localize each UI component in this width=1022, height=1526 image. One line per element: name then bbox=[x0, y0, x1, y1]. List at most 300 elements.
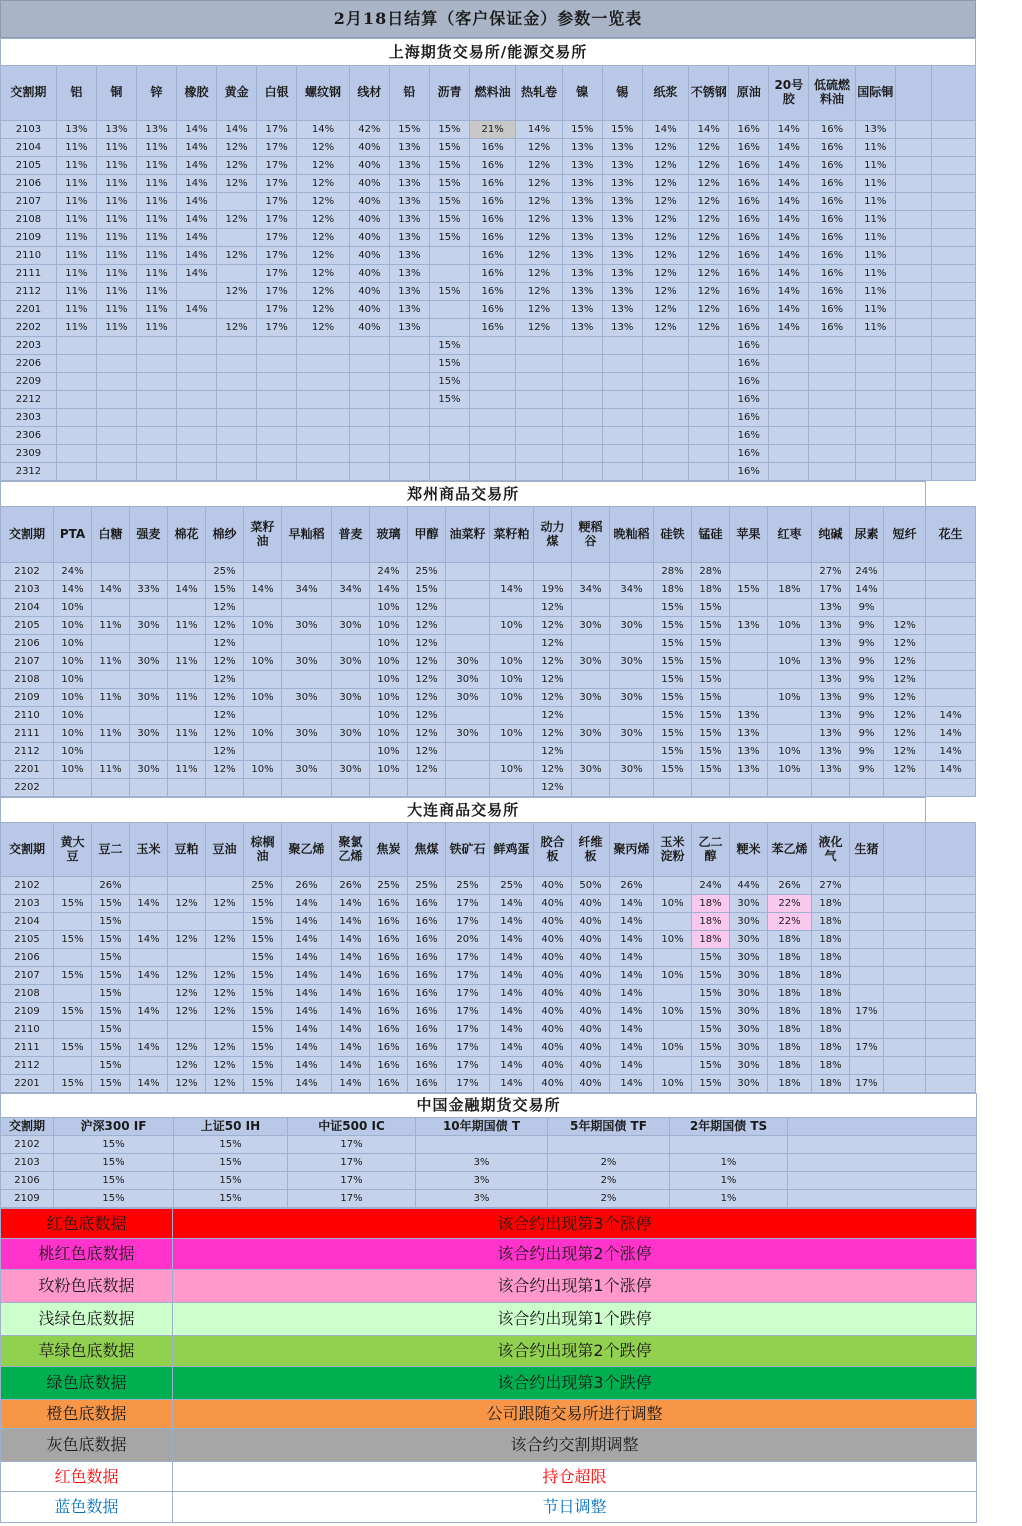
margin-rate-cell: 28% bbox=[692, 563, 730, 581]
margin-rate-cell: 15% bbox=[654, 725, 692, 743]
margin-rate-cell: 16% bbox=[729, 121, 769, 139]
delivery-period-cell: 2106 bbox=[1, 635, 54, 653]
margin-rate-cell: 15% bbox=[429, 193, 469, 211]
margin-rate-cell: 16% bbox=[809, 121, 855, 139]
margin-rate-cell: 18% bbox=[812, 1021, 850, 1039]
margin-rate-cell: 12% bbox=[217, 211, 257, 229]
margin-rate-cell: 12% bbox=[408, 761, 446, 779]
margin-rate-cell bbox=[642, 355, 688, 373]
margin-rate-cell: 14% bbox=[926, 743, 976, 761]
margin-rate-cell bbox=[349, 373, 389, 391]
margin-rate-cell bbox=[244, 743, 282, 761]
margin-rate-cell: 15% bbox=[174, 1172, 288, 1190]
margin-rate-cell bbox=[809, 445, 855, 463]
margin-rate-cell: 10% bbox=[370, 617, 408, 635]
margin-rate-cell: 12% bbox=[206, 985, 244, 1003]
column-header: 铜 bbox=[96, 66, 136, 121]
margin-rate-cell bbox=[297, 463, 350, 481]
margin-rate-cell: 16% bbox=[809, 283, 855, 301]
margin-rate-cell bbox=[257, 409, 297, 427]
margin-rate-cell bbox=[516, 463, 562, 481]
margin-rate-cell: 14% bbox=[54, 581, 92, 599]
margin-rate-cell: 17% bbox=[257, 121, 297, 139]
margin-rate-cell: 16% bbox=[370, 967, 408, 985]
margin-rate-cell: 14% bbox=[769, 175, 809, 193]
margin-rate-cell bbox=[130, 635, 168, 653]
margin-rate-cell bbox=[389, 373, 429, 391]
margin-rate-cell: 13% bbox=[812, 599, 850, 617]
dce-row bbox=[1, 895, 976, 913]
margin-rate-cell: 13% bbox=[812, 743, 850, 761]
margin-rate-cell bbox=[730, 563, 768, 581]
margin-rate-cell bbox=[54, 985, 92, 1003]
margin-rate-cell: 40% bbox=[534, 1003, 572, 1021]
margin-rate-cell: 12% bbox=[297, 265, 350, 283]
margin-rate-cell bbox=[136, 355, 176, 373]
margin-rate-cell: 15% bbox=[54, 1172, 174, 1190]
margin-rate-cell bbox=[136, 463, 176, 481]
margin-rate-cell bbox=[809, 409, 855, 427]
margin-rate-cell bbox=[610, 599, 654, 617]
margin-rate-cell: 13% bbox=[389, 319, 429, 337]
margin-rate-cell bbox=[282, 671, 332, 689]
margin-rate-cell: 18% bbox=[812, 1057, 850, 1075]
column-header: 花生 bbox=[926, 507, 976, 563]
margin-rate-cell bbox=[446, 563, 490, 581]
margin-rate-cell bbox=[516, 445, 562, 463]
margin-rate-cell: 10% bbox=[654, 1039, 692, 1057]
margin-rate-cell: 26% bbox=[332, 877, 370, 895]
margin-rate-cell bbox=[895, 391, 931, 409]
margin-rate-cell: 30% bbox=[730, 931, 768, 949]
margin-rate-cell: 12% bbox=[534, 725, 572, 743]
margin-rate-cell: 10% bbox=[370, 635, 408, 653]
margin-rate-cell: 18% bbox=[768, 1003, 812, 1021]
margin-rate-cell: 14% bbox=[282, 967, 332, 985]
margin-rate-cell: 30% bbox=[446, 689, 490, 707]
margin-rate-cell: 15% bbox=[429, 157, 469, 175]
margin-rate-cell bbox=[855, 373, 895, 391]
margin-rate-cell bbox=[884, 1021, 926, 1039]
margin-rate-cell: 11% bbox=[96, 211, 136, 229]
margin-rate-cell: 10% bbox=[654, 967, 692, 985]
margin-rate-cell bbox=[884, 949, 926, 967]
margin-rate-cell bbox=[54, 1057, 92, 1075]
margin-rate-cell: 12% bbox=[168, 1057, 206, 1075]
margin-rate-cell: 14% bbox=[282, 1057, 332, 1075]
margin-rate-cell: 13% bbox=[562, 319, 602, 337]
margin-rate-cell: 9% bbox=[850, 671, 884, 689]
margin-rate-cell: 14% bbox=[130, 1075, 168, 1093]
cffex-section-title: 中国金融期货交易所 bbox=[1, 1094, 977, 1118]
margin-rate-cell: 13% bbox=[730, 707, 768, 725]
dce-table bbox=[0, 797, 976, 1093]
margin-rate-cell bbox=[572, 707, 610, 725]
delivery-period-cell: 2103 bbox=[1, 581, 54, 599]
margin-rate-cell: 15% bbox=[174, 1154, 288, 1172]
margin-rate-cell bbox=[217, 229, 257, 247]
margin-rate-cell bbox=[855, 337, 895, 355]
margin-rate-cell: 40% bbox=[349, 211, 389, 229]
margin-rate-cell bbox=[931, 337, 975, 355]
column-header: 燃料油 bbox=[469, 66, 515, 121]
margin-rate-cell: 15% bbox=[654, 707, 692, 725]
margin-rate-cell: 11% bbox=[136, 211, 176, 229]
margin-rate-cell bbox=[244, 779, 282, 797]
column-header bbox=[884, 823, 926, 877]
margin-rate-cell: 16% bbox=[729, 229, 769, 247]
margin-rate-cell: 2% bbox=[548, 1154, 670, 1172]
legend-label: 红色数据 bbox=[1, 1462, 173, 1492]
margin-rate-cell bbox=[931, 319, 975, 337]
margin-rate-cell: 11% bbox=[96, 139, 136, 157]
margin-rate-cell: 12% bbox=[642, 193, 688, 211]
margin-rate-cell: 15% bbox=[244, 931, 282, 949]
margin-rate-cell bbox=[177, 337, 217, 355]
margin-rate-cell: 14% bbox=[610, 913, 654, 931]
margin-rate-cell bbox=[926, 779, 976, 797]
delivery-period-cell: 2112 bbox=[1, 283, 57, 301]
sheet-title: 2月18日结算（客户保证金）参数一览表 bbox=[1, 1, 976, 38]
delivery-period-cell: 2104 bbox=[1, 599, 54, 617]
column-header: 尿素 bbox=[850, 507, 884, 563]
margin-rate-cell: 13% bbox=[389, 193, 429, 211]
margin-rate-cell bbox=[469, 391, 515, 409]
margin-rate-cell: 24% bbox=[54, 563, 92, 581]
margin-rate-cell bbox=[895, 139, 931, 157]
margin-rate-cell bbox=[769, 373, 809, 391]
margin-rate-cell: 12% bbox=[516, 319, 562, 337]
margin-rate-cell: 13% bbox=[812, 707, 850, 725]
margin-rate-cell: 13% bbox=[812, 725, 850, 743]
margin-rate-cell: 15% bbox=[429, 355, 469, 373]
margin-rate-cell: 12% bbox=[534, 653, 572, 671]
margin-rate-cell bbox=[562, 409, 602, 427]
margin-rate-cell: 15% bbox=[92, 913, 130, 931]
margin-rate-cell: 18% bbox=[654, 581, 692, 599]
margin-rate-cell: 11% bbox=[136, 247, 176, 265]
margin-rate-cell: 14% bbox=[282, 985, 332, 1003]
margin-rate-cell bbox=[349, 355, 389, 373]
margin-rate-cell bbox=[895, 373, 931, 391]
margin-rate-cell: 18% bbox=[768, 581, 812, 599]
margin-rate-cell: 15% bbox=[692, 985, 730, 1003]
margin-rate-cell bbox=[850, 895, 884, 913]
shfe-table bbox=[0, 38, 976, 481]
delivery-period-cell: 2103 bbox=[1, 895, 54, 913]
margin-rate-cell: 13% bbox=[602, 283, 642, 301]
margin-rate-cell: 33% bbox=[130, 581, 168, 599]
margin-rate-cell: 15% bbox=[244, 949, 282, 967]
margin-rate-cell: 30% bbox=[610, 653, 654, 671]
margin-rate-cell bbox=[895, 283, 931, 301]
shfe-row bbox=[1, 463, 976, 481]
margin-rate-cell: 15% bbox=[92, 949, 130, 967]
margin-rate-cell bbox=[297, 355, 350, 373]
column-header: 普麦 bbox=[332, 507, 370, 563]
margin-rate-cell: 14% bbox=[490, 1057, 534, 1075]
margin-rate-cell: 16% bbox=[469, 211, 515, 229]
margin-rate-cell: 12% bbox=[516, 247, 562, 265]
margin-rate-cell: 17% bbox=[288, 1154, 416, 1172]
margin-rate-cell: 40% bbox=[534, 1021, 572, 1039]
margin-rate-cell: 15% bbox=[244, 1039, 282, 1057]
legend-row bbox=[1, 1239, 977, 1270]
margin-rate-cell bbox=[389, 337, 429, 355]
margin-rate-cell bbox=[926, 1075, 976, 1093]
margin-rate-cell: 12% bbox=[206, 967, 244, 985]
margin-rate-cell bbox=[562, 427, 602, 445]
margin-rate-cell: 10% bbox=[768, 761, 812, 779]
margin-rate-cell bbox=[389, 463, 429, 481]
margin-rate-cell: 16% bbox=[729, 265, 769, 283]
margin-rate-cell: 30% bbox=[130, 653, 168, 671]
margin-rate-cell: 14% bbox=[610, 931, 654, 949]
margin-rate-cell bbox=[855, 409, 895, 427]
margin-rate-cell bbox=[895, 247, 931, 265]
margin-rate-cell bbox=[516, 373, 562, 391]
margin-rate-cell: 14% bbox=[769, 121, 809, 139]
margin-rate-cell bbox=[895, 463, 931, 481]
delivery-period-cell: 2108 bbox=[1, 211, 57, 229]
margin-rate-cell: 18% bbox=[768, 949, 812, 967]
column-header: 生猪 bbox=[850, 823, 884, 877]
margin-rate-cell: 40% bbox=[534, 985, 572, 1003]
margin-rate-cell: 11% bbox=[96, 193, 136, 211]
margin-rate-cell: 24% bbox=[692, 877, 730, 895]
margin-rate-cell: 30% bbox=[610, 617, 654, 635]
margin-rate-cell: 14% bbox=[689, 121, 729, 139]
margin-rate-cell bbox=[730, 653, 768, 671]
column-header-delivery: 交割期 bbox=[1, 507, 54, 563]
margin-rate-cell bbox=[92, 779, 130, 797]
delivery-period-cell: 2202 bbox=[1, 779, 54, 797]
margin-rate-cell bbox=[642, 337, 688, 355]
margin-rate-cell bbox=[177, 283, 217, 301]
margin-rate-cell bbox=[349, 463, 389, 481]
margin-rate-cell: 14% bbox=[177, 211, 217, 229]
margin-rate-cell bbox=[92, 599, 130, 617]
margin-rate-cell: 15% bbox=[92, 985, 130, 1003]
margin-rate-cell: 12% bbox=[297, 319, 350, 337]
margin-rate-cell: 16% bbox=[469, 283, 515, 301]
column-header: 硅铁 bbox=[654, 507, 692, 563]
margin-rate-cell: 12% bbox=[534, 599, 572, 617]
margin-rate-cell: 15% bbox=[692, 1003, 730, 1021]
margin-rate-cell: 14% bbox=[177, 175, 217, 193]
margin-rate-cell bbox=[769, 445, 809, 463]
margin-rate-cell: 15% bbox=[54, 895, 92, 913]
margin-rate-cell: 14% bbox=[332, 985, 370, 1003]
margin-rate-cell: 14% bbox=[610, 967, 654, 985]
margin-rate-cell: 12% bbox=[642, 301, 688, 319]
column-header: 铁矿石 bbox=[446, 823, 490, 877]
margin-rate-cell: 12% bbox=[408, 653, 446, 671]
margin-rate-cell: 18% bbox=[812, 931, 850, 949]
margin-rate-cell bbox=[297, 337, 350, 355]
margin-rate-cell bbox=[926, 1021, 976, 1039]
margin-rate-cell bbox=[217, 409, 257, 427]
margin-rate-cell: 30% bbox=[282, 689, 332, 707]
margin-rate-cell: 24% bbox=[850, 563, 884, 581]
margin-rate-cell: 14% bbox=[610, 1003, 654, 1021]
margin-rate-cell bbox=[177, 445, 217, 463]
margin-rate-cell: 14% bbox=[769, 301, 809, 319]
margin-rate-cell: 13% bbox=[812, 671, 850, 689]
margin-rate-cell bbox=[572, 671, 610, 689]
margin-rate-cell: 13% bbox=[136, 121, 176, 139]
dce-section-title: 大连商品交易所 bbox=[1, 798, 926, 823]
margin-rate-cell: 12% bbox=[534, 635, 572, 653]
margin-rate-cell: 12% bbox=[206, 1057, 244, 1075]
margin-rate-cell bbox=[446, 707, 490, 725]
column-header: PTA bbox=[54, 507, 92, 563]
shfe-row bbox=[1, 211, 976, 229]
margin-rate-cell bbox=[217, 193, 257, 211]
margin-rate-cell bbox=[244, 563, 282, 581]
margin-rate-cell: 11% bbox=[92, 653, 130, 671]
margin-rate-cell: 12% bbox=[534, 707, 572, 725]
margin-rate-cell: 11% bbox=[96, 175, 136, 193]
delivery-period-cell: 2104 bbox=[1, 139, 57, 157]
margin-rate-cell bbox=[654, 1057, 692, 1075]
margin-rate-cell: 17% bbox=[257, 229, 297, 247]
delivery-period-cell: 2306 bbox=[1, 427, 57, 445]
margin-rate-cell: 12% bbox=[206, 617, 244, 635]
margin-rate-cell bbox=[809, 337, 855, 355]
column-header: 黄大豆 bbox=[54, 823, 92, 877]
margin-rate-cell bbox=[96, 391, 136, 409]
margin-rate-cell: 24% bbox=[370, 563, 408, 581]
margin-rate-cell: 16% bbox=[729, 211, 769, 229]
margin-rate-cell: 16% bbox=[469, 193, 515, 211]
margin-rate-cell: 16% bbox=[809, 175, 855, 193]
margin-rate-cell: 12% bbox=[642, 211, 688, 229]
margin-rate-cell bbox=[855, 391, 895, 409]
margin-rate-cell: 15% bbox=[429, 337, 469, 355]
legend-table bbox=[0, 1208, 977, 1523]
shfe-row bbox=[1, 409, 976, 427]
margin-rate-cell: 16% bbox=[370, 913, 408, 931]
margin-rate-cell: 16% bbox=[370, 1003, 408, 1021]
margin-rate-cell: 12% bbox=[168, 931, 206, 949]
legend-description: 该合约出现第3个涨停 bbox=[173, 1209, 977, 1239]
margin-rate-cell bbox=[130, 1057, 168, 1075]
column-header: 玉米淀粉 bbox=[654, 823, 692, 877]
legend-description: 持仓超限 bbox=[173, 1462, 977, 1492]
margin-rate-cell: 30% bbox=[610, 689, 654, 707]
margin-rate-cell bbox=[642, 391, 688, 409]
delivery-period-cell: 2102 bbox=[1, 563, 54, 581]
margin-rate-cell: 14% bbox=[490, 985, 534, 1003]
margin-rate-cell: 11% bbox=[136, 265, 176, 283]
margin-rate-cell bbox=[769, 427, 809, 445]
margin-rate-cell: 14% bbox=[177, 139, 217, 157]
margin-rate-cell: 14% bbox=[282, 913, 332, 931]
margin-rate-cell bbox=[490, 743, 534, 761]
delivery-period-cell: 2110 bbox=[1, 247, 57, 265]
margin-rate-cell: 26% bbox=[768, 877, 812, 895]
margin-rate-cell: 15% bbox=[244, 967, 282, 985]
margin-rate-cell: 11% bbox=[56, 193, 96, 211]
margin-rate-cell: 14% bbox=[282, 1021, 332, 1039]
margin-rate-cell: 12% bbox=[516, 175, 562, 193]
margin-rate-cell: 9% bbox=[850, 689, 884, 707]
margin-rate-cell: 12% bbox=[884, 707, 926, 725]
margin-rate-cell: 12% bbox=[516, 265, 562, 283]
margin-rate-cell bbox=[217, 463, 257, 481]
margin-rate-cell bbox=[54, 949, 92, 967]
delivery-period-cell: 2105 bbox=[1, 157, 57, 175]
column-header: 上证50 IH bbox=[174, 1118, 288, 1136]
legend-row bbox=[1, 1303, 977, 1336]
margin-rate-cell: 15% bbox=[244, 1057, 282, 1075]
margin-rate-cell: 11% bbox=[56, 283, 96, 301]
margin-rate-cell bbox=[177, 391, 217, 409]
column-header: 聚氯乙烯 bbox=[332, 823, 370, 877]
delivery-period-cell: 2103 bbox=[1, 1154, 54, 1172]
dce-row bbox=[1, 985, 976, 1003]
margin-rate-cell bbox=[610, 671, 654, 689]
margin-rate-cell: 17% bbox=[288, 1190, 416, 1208]
margin-rate-cell: 15% bbox=[562, 121, 602, 139]
margin-rate-cell: 30% bbox=[610, 725, 654, 743]
margin-rate-cell bbox=[206, 949, 244, 967]
margin-rate-cell: 12% bbox=[408, 617, 446, 635]
margin-rate-cell bbox=[130, 1021, 168, 1039]
margin-rate-cell: 14% bbox=[490, 895, 534, 913]
column-header: 锌 bbox=[136, 66, 176, 121]
margin-rate-cell: 12% bbox=[217, 319, 257, 337]
margin-rate-cell: 10% bbox=[54, 599, 92, 617]
margin-rate-cell bbox=[168, 949, 206, 967]
margin-rate-cell: 26% bbox=[92, 877, 130, 895]
margin-rate-cell bbox=[490, 779, 534, 797]
margin-rate-cell: 10% bbox=[768, 653, 812, 671]
margin-rate-cell: 12% bbox=[168, 985, 206, 1003]
margin-rate-cell bbox=[788, 1172, 977, 1190]
margin-rate-cell: 10% bbox=[370, 671, 408, 689]
margin-rate-cell bbox=[446, 761, 490, 779]
margin-rate-cell bbox=[96, 445, 136, 463]
margin-rate-cell: 14% bbox=[244, 581, 282, 599]
margin-rate-cell bbox=[809, 463, 855, 481]
margin-rate-cell: 14% bbox=[490, 581, 534, 599]
cffex-row bbox=[1, 1136, 977, 1154]
margin-rate-cell bbox=[689, 427, 729, 445]
delivery-period-cell: 2110 bbox=[1, 707, 54, 725]
margin-rate-cell: 12% bbox=[168, 1039, 206, 1057]
margin-rate-cell: 40% bbox=[349, 193, 389, 211]
margin-rate-cell bbox=[297, 409, 350, 427]
margin-rate-cell bbox=[469, 373, 515, 391]
margin-rate-cell bbox=[96, 427, 136, 445]
margin-rate-cell: 12% bbox=[534, 761, 572, 779]
margin-rate-cell: 11% bbox=[855, 211, 895, 229]
margin-rate-cell bbox=[349, 427, 389, 445]
margin-rate-cell bbox=[469, 445, 515, 463]
delivery-period-cell: 2103 bbox=[1, 121, 57, 139]
margin-rate-cell: 10% bbox=[768, 689, 812, 707]
margin-rate-cell bbox=[206, 913, 244, 931]
margin-rate-cell bbox=[130, 671, 168, 689]
margin-rate-cell: 10% bbox=[370, 689, 408, 707]
margin-rate-cell: 13% bbox=[602, 247, 642, 265]
margin-rate-cell: 11% bbox=[56, 319, 96, 337]
margin-rate-cell: 18% bbox=[768, 1021, 812, 1039]
margin-rate-cell: 11% bbox=[56, 211, 96, 229]
margin-rate-cell: 13% bbox=[602, 175, 642, 193]
